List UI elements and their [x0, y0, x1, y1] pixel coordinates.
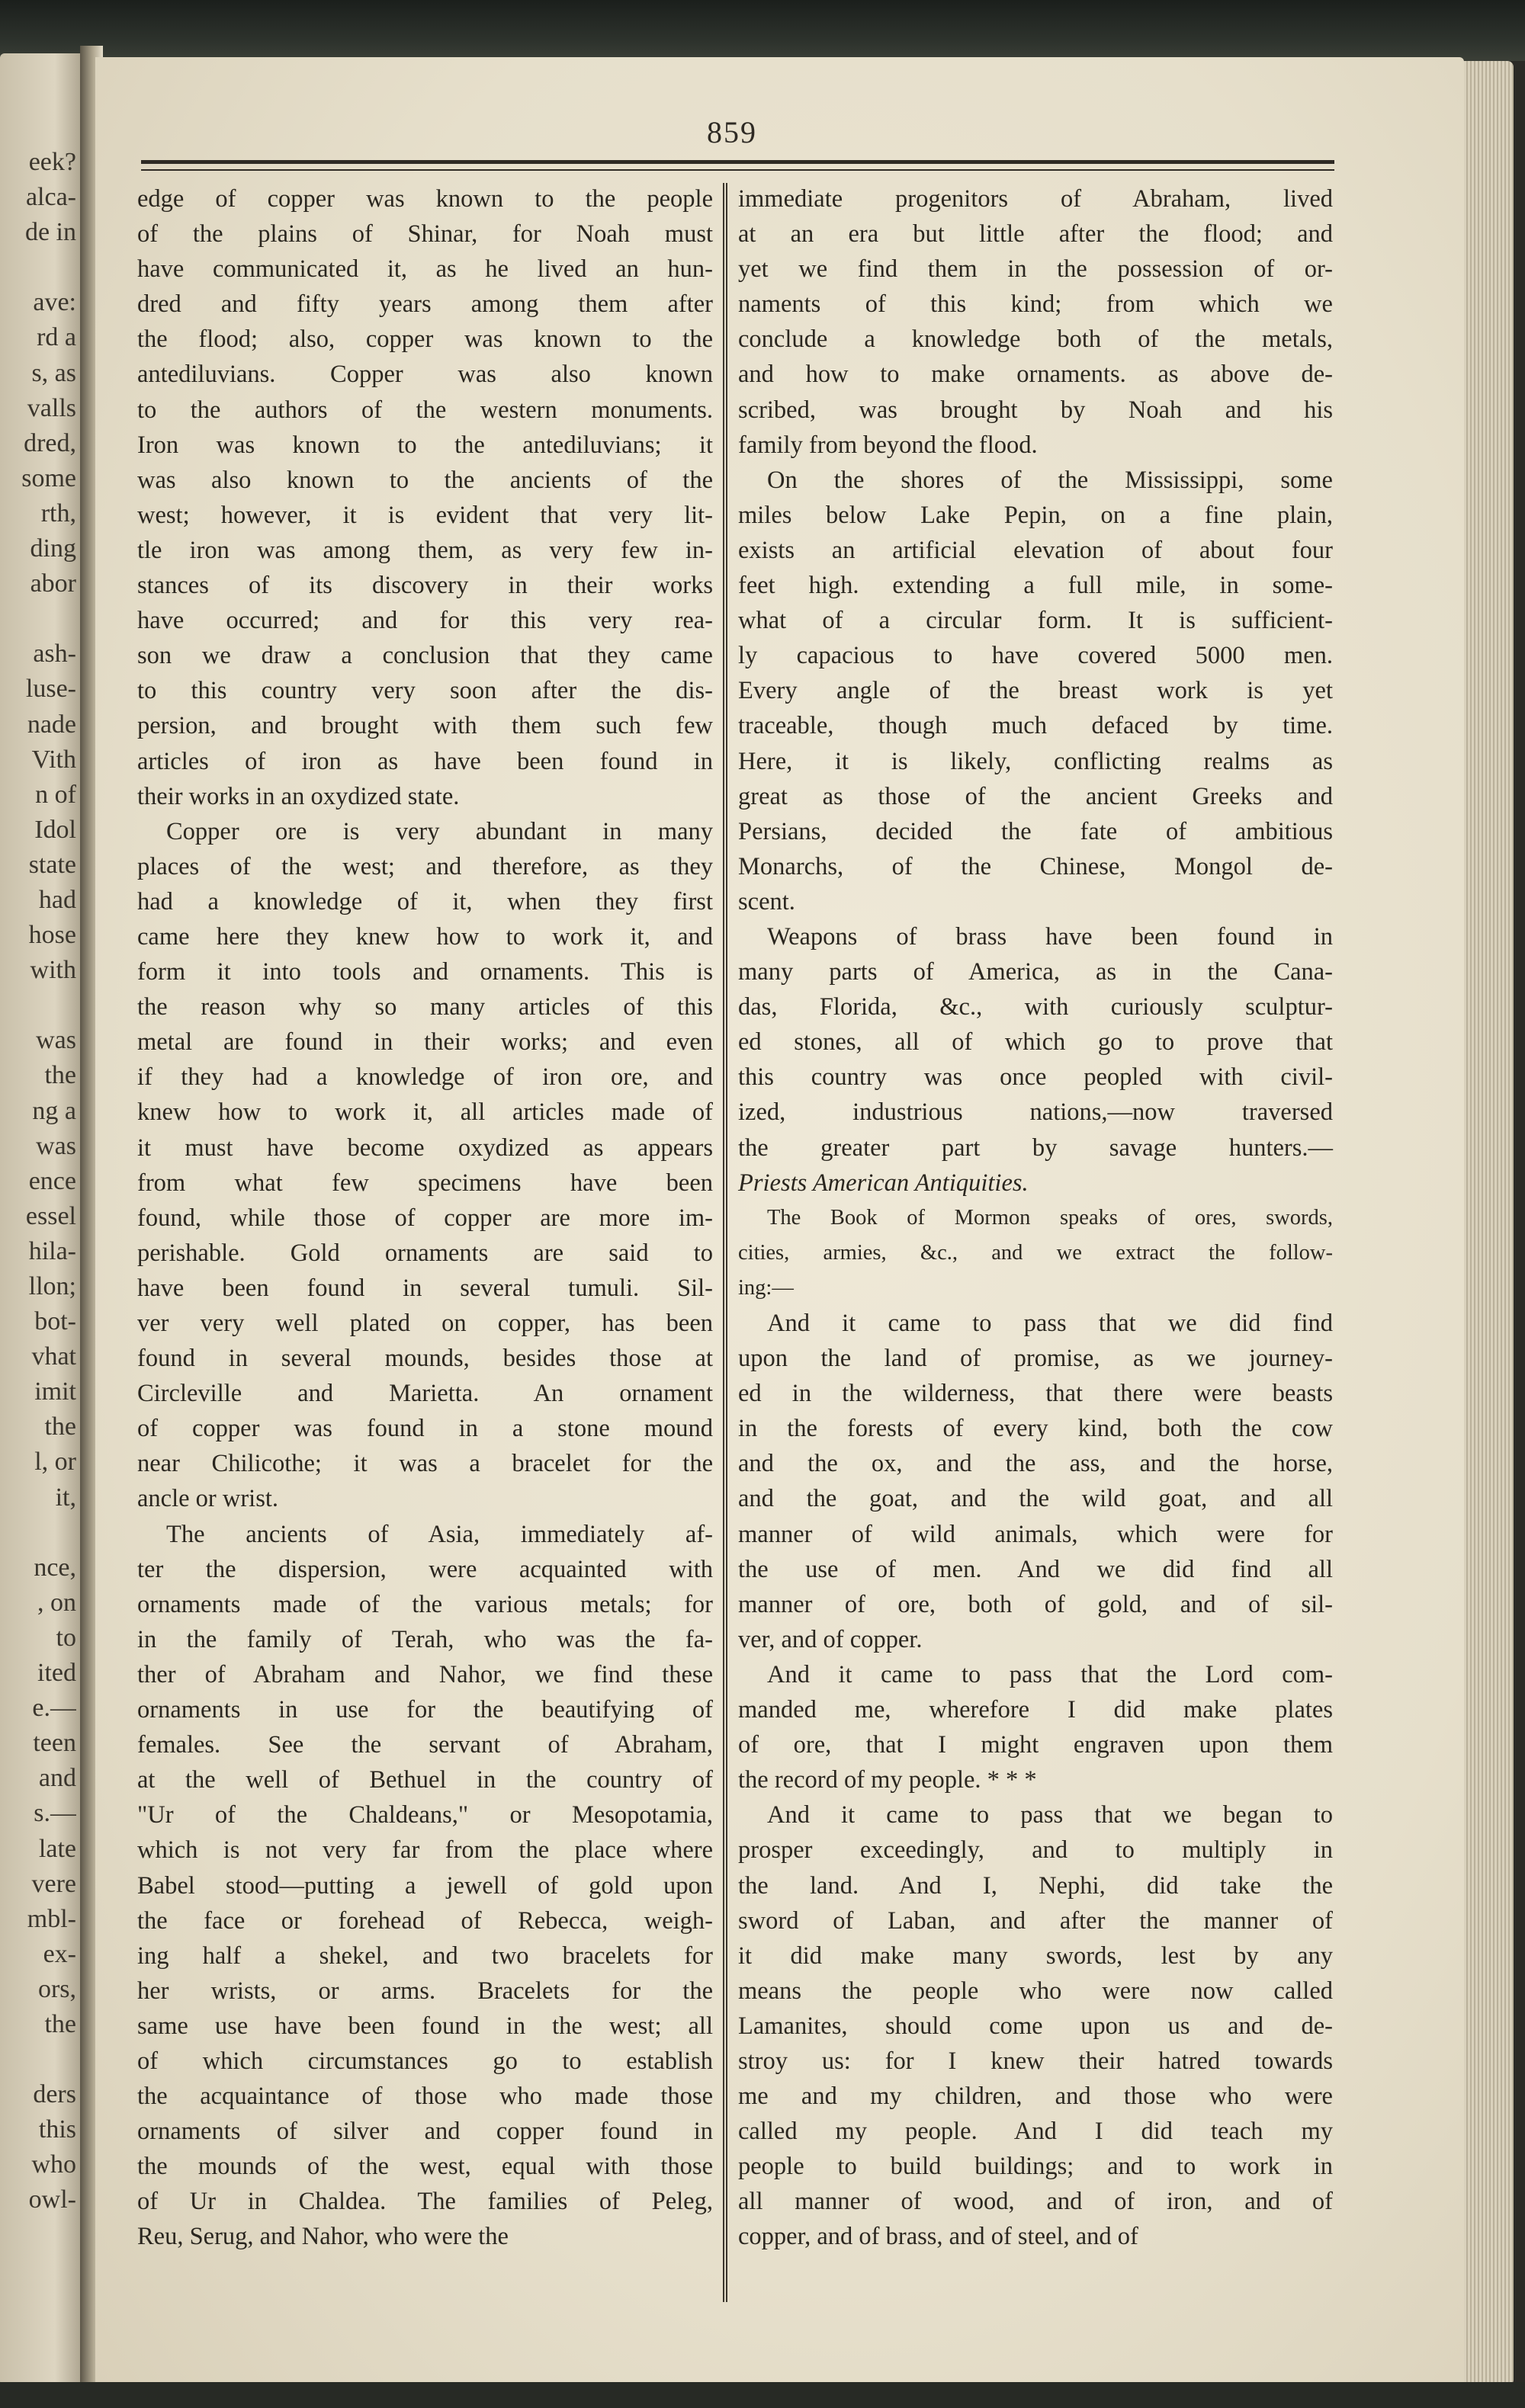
margin-fragment: Vith — [31, 745, 76, 774]
margin-fragment: ding — [30, 534, 76, 563]
text-line: Here, it is likely, conflicting realms as — [738, 747, 1333, 775]
text-line: traceable, though much defaced by time. — [738, 712, 1333, 740]
margin-fragment: the — [44, 1061, 76, 1090]
column-divider — [723, 183, 727, 2302]
margin-fragment: had — [38, 885, 76, 914]
text-line: Babel stood—putting a jewell of gold upon — [137, 1871, 713, 1900]
text-line: this country was once peopled with civil- — [738, 1063, 1333, 1092]
margin-fragment: was — [36, 1131, 76, 1160]
margin-fragment: with — [30, 956, 76, 985]
book-cover-top — [0, 0, 1525, 61]
text-line: Iron was known to the antediluvians; it — [137, 431, 713, 459]
text-line: ver, and of copper. — [738, 1625, 923, 1653]
margin-fragment: essel — [25, 1201, 76, 1230]
text-line: edge of copper was known to the people — [137, 185, 713, 213]
text-line: feet high. extending a full mile, in some- — [738, 572, 1333, 600]
text-line: ized, industrious nations,—now traversed — [738, 1098, 1333, 1127]
text-line: and the ox, and the ass, and the horse, — [738, 1450, 1333, 1478]
text-line: same use have been found in the west; all — [137, 2012, 713, 2040]
text-line: ing:— — [738, 1275, 794, 1300]
text-line: conclude a knowledge both of the metals, — [738, 325, 1333, 354]
text-line: of which circumstances go to establish — [137, 2047, 713, 2075]
margin-fragment: ence — [28, 1166, 76, 1195]
text-line: the acquaintance of those who made those — [137, 2083, 713, 2111]
text-line: all manner of wood, and of iron, and of — [738, 2188, 1333, 2216]
text-line: it must have become oxydized as appears — [137, 1133, 713, 1162]
text-line: yet we find them in the possession of or- — [738, 255, 1333, 284]
text-line: near Chilicothe; it was a bracelet for the — [137, 1450, 713, 1478]
margin-fragment: mbl- — [27, 1904, 76, 1933]
margin-fragment: late — [38, 1834, 76, 1863]
margin-fragment: e.— — [32, 1694, 76, 1723]
margin-fragment: Idol — [34, 815, 76, 844]
text-line: stances of its discovery in their works — [137, 572, 713, 600]
text-line: it did make many swords, lest by any — [738, 1941, 1333, 1970]
text-line: if they had a knowledge of iron ore, and — [137, 1063, 713, 1092]
margin-fragment: de in — [24, 218, 76, 247]
margin-fragment: ave: — [33, 288, 76, 317]
margin-fragment — [0, 988, 76, 1023]
text-line: On the shores of the Mississippi, some — [767, 466, 1333, 494]
margin-fragment: vhat — [31, 1342, 76, 1371]
margin-fragment — [0, 250, 76, 285]
text-line: have communicated it, as he lived an hun- — [137, 255, 713, 284]
header-rule — [141, 160, 1334, 171]
text-line: ornaments made of the various metals; for — [137, 1590, 713, 1618]
text-line: of copper was found in a stone mound — [137, 1415, 713, 1443]
margin-fragment: state — [28, 850, 76, 879]
text-line: persion, and brought with them such few — [137, 712, 713, 740]
text-line: exists an artificial elevation of about four — [738, 536, 1333, 564]
text-line: many parts of America, as in the Cana- — [738, 958, 1333, 986]
text-line: found in several mounds, besides those at — [137, 1345, 713, 1373]
book-cover-bottom — [0, 2382, 1525, 2408]
text-line: the face or forehead of Rebecca, weigh- — [137, 1906, 713, 1935]
margin-fragment: hila- — [28, 1236, 76, 1265]
text-line: antediluvians. Copper was also known — [137, 361, 713, 389]
margin-fragment: owl- — [28, 2185, 76, 2214]
text-line: Circleville and Marietta. An ornament — [137, 1380, 713, 1408]
text-line: The ancients of Asia, immediately af- — [166, 1520, 713, 1548]
margin-fragment: luse- — [25, 675, 76, 704]
text-line: ver very well plated on copper, has been — [137, 1310, 713, 1337]
text-line: her wrists, or arms. Bracelets for the — [137, 1977, 713, 2005]
margin-fragment: hose — [28, 921, 76, 950]
text-line: the flood; also, copper was known to the — [137, 325, 713, 354]
text-line: scribed, was brought by Noah and his — [738, 396, 1333, 424]
text-line: ther of Abraham and Nahor, we find these — [137, 1660, 713, 1688]
text-line: people to build buildings; and to work in — [738, 2153, 1333, 2181]
text-line: which is not very far from the place where — [137, 1836, 713, 1865]
text-line: Priests American Antiquities. — [738, 1169, 1029, 1197]
text-line: me and my children, and those who were — [738, 2083, 1333, 2111]
text-line: the reason why so many articles of this — [137, 993, 713, 1021]
margin-fragment: imit — [34, 1377, 76, 1406]
text-line: copper, and of brass, and of steel, and of — [738, 2223, 1138, 2251]
text-line: west; however, it is evident that very lit- — [137, 501, 713, 529]
text-line: manner of wild animals, which were for — [738, 1520, 1333, 1548]
margin-fragment: ders — [33, 2080, 76, 2109]
text-line: the greater part by savage hunters.— — [738, 1133, 1333, 1162]
text-line: Reu, Serug, and Nahor, who were the — [137, 2223, 509, 2251]
margin-fragment: teen — [33, 1729, 76, 1758]
text-line: articles of iron as have been found in — [137, 747, 713, 775]
text-line: their works in an oxydized state. — [137, 782, 460, 810]
text-line: The Book of Mormon speaks of ores, swords, — [767, 1205, 1333, 1230]
text-line: stroy us: for I knew their hatred towards — [738, 2047, 1333, 2075]
margin-fragment: ash- — [33, 640, 76, 669]
text-line: ornaments of silver and copper found in — [137, 2118, 713, 2146]
margin-fragment: was — [36, 1026, 76, 1055]
text-line: ed in the wilderness, that there were beasts — [738, 1380, 1333, 1408]
text-line: And it came to pass that we did find — [767, 1310, 1333, 1337]
margin-fragment: and — [38, 1764, 76, 1793]
margin-fragment: the — [44, 2009, 76, 2038]
right-column — [738, 181, 1333, 2255]
text-line: form it into tools and ornaments. This is — [137, 958, 713, 986]
text-line: Weapons of brass have been found in — [767, 922, 1333, 951]
margin-fragment: bot- — [34, 1307, 76, 1336]
text-line: means the people who were now called — [738, 1977, 1333, 2005]
margin-fragment — [0, 1515, 76, 1550]
text-line: Every angle of the breast work is yet — [738, 677, 1333, 705]
margin-fragment: abor — [30, 569, 76, 598]
margin-fragment: rth, — [40, 499, 76, 527]
text-line: of Ur in Chaldea. The families of Peleg, — [137, 2188, 713, 2216]
margin-fragment: who — [31, 2150, 76, 2179]
text-line: the record of my people. * * * — [738, 1766, 1037, 1794]
text-line: manded me, wherefore I did make plates — [738, 1696, 1333, 1724]
margin-fragment: this — [38, 2115, 76, 2144]
text-line: places of the west; and therefore, as they — [137, 852, 713, 880]
text-line: had a knowledge of it, when they first — [137, 887, 713, 915]
text-line: of ore, that I might engraven upon them — [738, 1731, 1333, 1759]
text-line: at the well of Bethuel in the country of — [137, 1766, 713, 1794]
left-column — [137, 181, 713, 2255]
margin-fragment: llon; — [28, 1272, 76, 1300]
text-line: immediate progenitors of Abraham, lived — [738, 185, 1333, 213]
text-line: "Ur of the Chaldeans," or Mesopotamia, — [137, 1801, 713, 1829]
text-line: Monarchs, of the Chinese, Mongol de- — [738, 852, 1333, 880]
text-line: from what few specimens have been — [137, 1169, 713, 1197]
text-line: scent. — [738, 887, 795, 915]
text-line: called my people. And I did teach my — [738, 2118, 1333, 2146]
margin-fragment: eek? — [28, 148, 76, 176]
margin-fragment: rd a — [37, 323, 76, 352]
text-line: And it came to pass that we began to — [767, 1801, 1333, 1829]
text-line: son we draw a conclusion that they came — [137, 642, 713, 670]
text-line: of the plains of Shinar, for Noah must — [137, 220, 713, 248]
text-line: the mounds of the west, equal with those — [137, 2153, 713, 2181]
text-line: das, Florida, &c., with curiously sculptur- — [738, 993, 1333, 1021]
text-line: Copper ore is very abundant in many — [166, 817, 713, 845]
text-line: was also known to the ancients of the — [137, 466, 713, 494]
text-line: ly capacious to have covered 5000 men. — [738, 642, 1333, 670]
text-line: sword of Laban, and after the manner of — [738, 1906, 1333, 1935]
text-line: family from beyond the flood. — [738, 431, 1038, 459]
margin-fragment — [0, 601, 76, 636]
margin-fragment: , on — [37, 1588, 76, 1617]
text-line: knew how to work it, all articles made of — [137, 1098, 713, 1127]
text-line: naments of this kind; from which we — [738, 290, 1333, 319]
margin-fragment: s, as — [31, 358, 76, 387]
text-line: tle iron was among them, as very few in- — [137, 536, 713, 564]
margin-fragment: valls — [27, 393, 76, 422]
text-line: upon the land of promise, as we journey- — [738, 1345, 1333, 1373]
text-line: found, while those of copper are more im- — [137, 1204, 713, 1232]
text-line: what of a circular form. It is sufficient- — [738, 607, 1333, 635]
margin-fragment: nce, — [34, 1553, 76, 1582]
text-line: ed stones, all of which go to prove that — [738, 1028, 1333, 1057]
margin-fragment: s.— — [34, 1799, 76, 1828]
text-line: dred and fifty years among them after — [137, 290, 713, 319]
margin-fragment — [0, 2042, 76, 2077]
page-stack-edge — [1460, 61, 1514, 2386]
page-number: 859 — [707, 115, 757, 149]
text-line: prosper exceedingly, and to multiply in — [738, 1836, 1333, 1865]
margin-fragment: some — [21, 463, 76, 492]
margin-fragment: the — [44, 1412, 76, 1441]
text-line: and the goat, and the wild goat, and all — [738, 1485, 1333, 1513]
margin-fragment: vere — [31, 1869, 76, 1898]
margin-fragment: n of — [35, 780, 76, 809]
margin-fragment: ng a — [32, 1096, 76, 1125]
text-line: Lamanites, should come upon us and de- — [738, 2012, 1333, 2040]
margin-fragment: dred, — [24, 428, 76, 457]
margin-fragment: l, or — [34, 1448, 76, 1477]
text-line: the use of men. And we did find all — [738, 1555, 1333, 1583]
margin-fragment: it, — [55, 1483, 76, 1512]
text-line: ornaments in use for the beautifying of — [137, 1696, 713, 1724]
margin-fragment: ited — [37, 1659, 76, 1688]
margin-fragment: to — [56, 1623, 76, 1652]
text-line: to this country very soon after the dis- — [137, 677, 713, 705]
text-line: in the forests of every kind, both the cow — [738, 1415, 1333, 1443]
text-line: metal are found in their works; and even — [137, 1028, 713, 1057]
text-line: and how to make ornaments. as above de- — [738, 361, 1333, 389]
text-line: cities, armies, &c., and we extract the follow- — [738, 1240, 1333, 1265]
text-line: miles below Lake Pepin, on a fine plain, — [738, 501, 1333, 529]
text-line: perishable. Gold ornaments are said to — [137, 1239, 713, 1267]
text-line: manner of ore, both of gold, and of sil- — [738, 1590, 1333, 1618]
margin-fragment: nade — [27, 710, 76, 739]
text-line: And it came to pass that the Lord com- — [767, 1660, 1333, 1688]
text-line: came here they knew how to work it, and — [137, 922, 713, 951]
left-page-margin-text — [0, 145, 76, 2218]
text-line: ancle or wrist. — [137, 1485, 279, 1513]
text-line: ing half a shekel, and two bracelets for — [137, 1941, 713, 1970]
margin-fragment: alca- — [25, 183, 76, 212]
margin-fragment: ors, — [37, 1974, 76, 2003]
text-line: to the authors of the western monuments. — [137, 396, 713, 424]
text-line: ter the dispersion, were acquainted with — [137, 1555, 713, 1583]
text-line: have been found in several tumuli. Sil- — [137, 1274, 713, 1302]
text-line: in the family of Terah, who was the fa- — [137, 1625, 713, 1653]
margin-fragment: ex- — [43, 1939, 76, 1968]
text-line: have occurred; and for this very rea- — [137, 607, 713, 635]
text-line: Persians, decided the fate of ambitious — [738, 817, 1333, 845]
text-line: the land. And I, Nephi, did take the — [738, 1871, 1333, 1900]
text-line: great as those of the ancient Greeks and — [738, 782, 1333, 810]
text-line: females. See the servant of Abraham, — [137, 1731, 713, 1759]
text-line: at an era but little after the flood; and — [738, 220, 1333, 248]
